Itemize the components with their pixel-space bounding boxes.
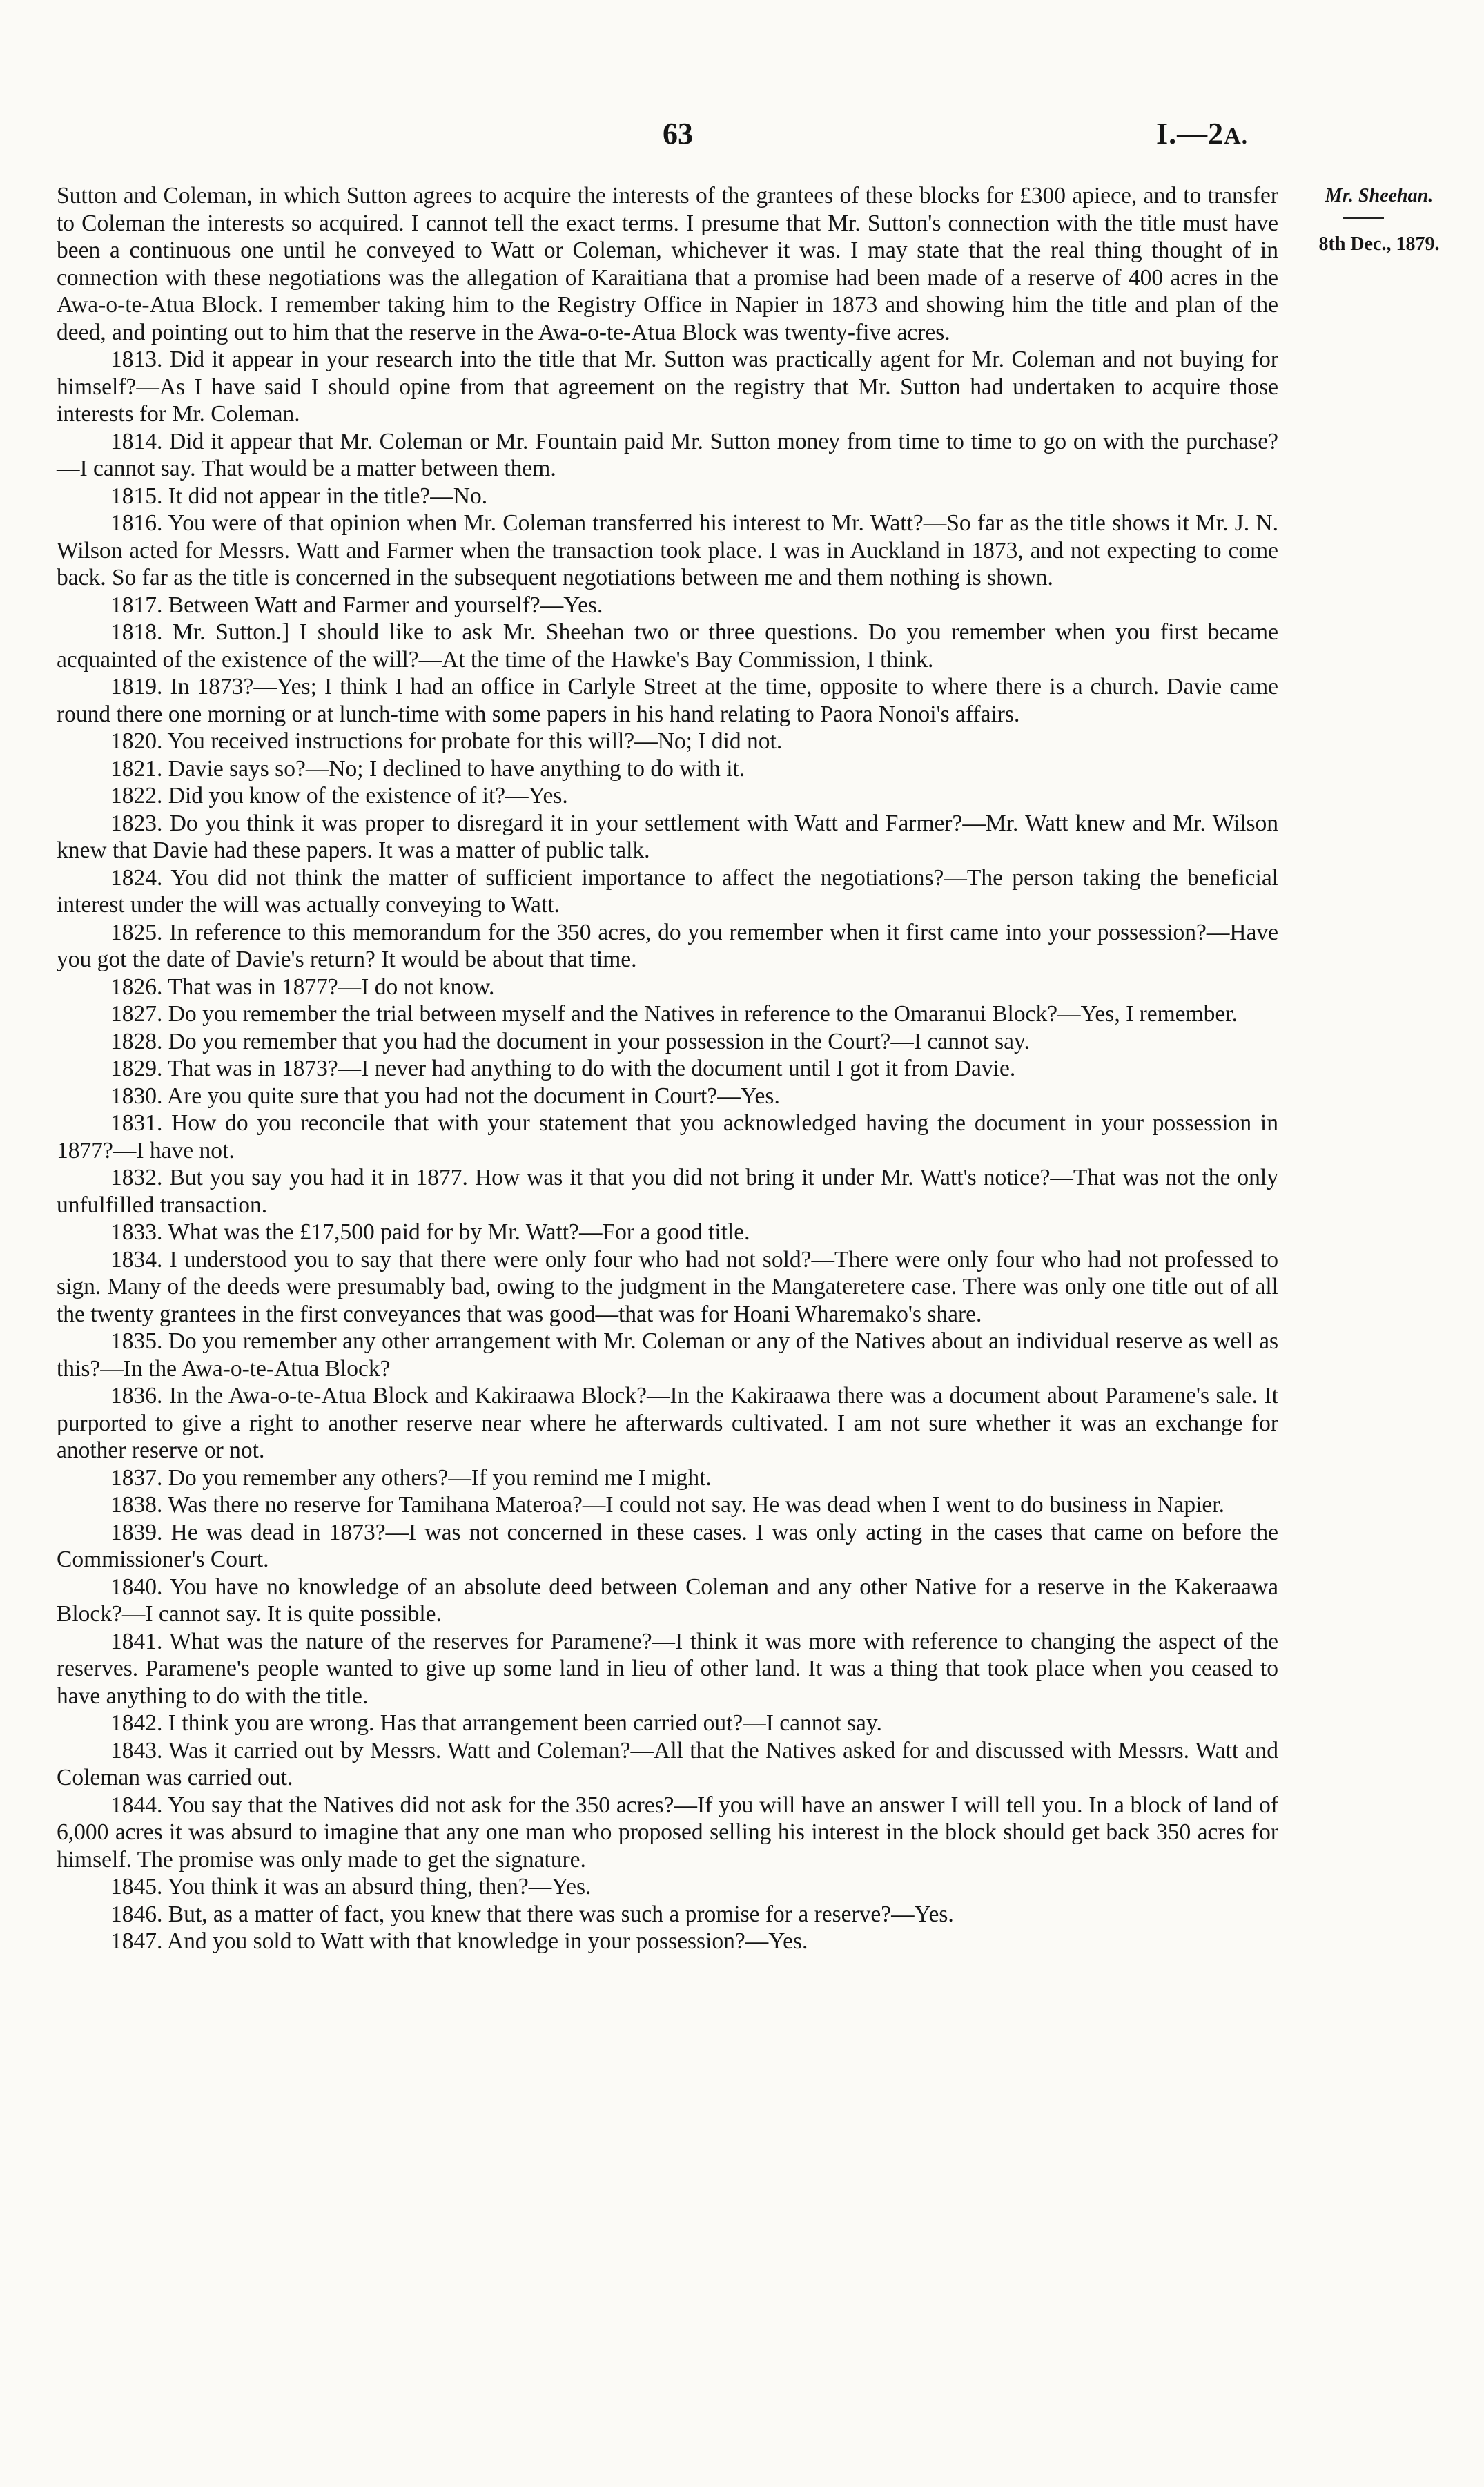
paragraph: 1818. Mr. Sutton.] I should like to ask Mr. Sheehan two or three questions. Do you remember when you first became acquainted of the existence of the will?—At the time of the Hawke's Bay Commission, I think.	[57, 619, 1278, 672]
paper-identifier-suffix: A.	[1224, 124, 1249, 149]
paragraph: 1825. In reference to this memorandum for the 350 acres, do you remember when it first came into your possession?—Have you got the date of Davie's return? It would be about that time.	[57, 919, 1278, 972]
margin-date: 8th Dec., 1879.	[1318, 233, 1440, 255]
paragraph: 1840. You have no knowledge of an absolute deed between Coleman and any other Native for a reserve in the Kakeraawa Block?—I cannot say. It is quite possible.	[57, 1574, 1278, 1627]
paragraph: 1839. He was dead in 1873?—I was not concerned in these cases. I was only acting in the cases that came on before the Commissioner's Court.	[57, 1519, 1278, 1572]
paragraph: 1827. Do you remember the trial between myself and the Natives in reference to the Omaranui Block?—Yes, I remember.	[110, 1001, 1238, 1027]
paragraph: Sutton and Coleman, in which Sutton agrees to acquire the interests of the grantees of these blocks for £300 apiece, and to transfer to Coleman the interests so acquired. I cannot tell the exact terms. I presume that Mr. Sutton's connection with the title must have been a continuous one until he conveyed to Watt or Coleman, whichever it was. I may state that the real thing thought of in connection with these negotiations was the allegation of Karaitiana that a promise had been made of a reserve of 400 acres in the Awa-o-te-Atua Block. I remember taking him to the Registry Office in Napier in 1873 and showing him the title and plan of the deed, and pointing out to him that the reserve in the Awa-o-te-Atua Block was twenty-five acres.	[57, 183, 1278, 345]
paragraph: 1821. Davie says so?—No; I declined to have anything to do with it.	[110, 755, 745, 782]
paragraph: 1815. It did not appear in the title?—No.	[110, 483, 488, 509]
paragraph: 1822. Did you know of the existence of it?—Yes.	[110, 783, 568, 809]
paragraph: 1817. Between Watt and Farmer and yourself?—Yes.	[110, 592, 603, 618]
paragraph: 1833. What was the £17,500 paid for by Mr. Watt?—For a good title.	[110, 1219, 750, 1245]
paragraph: 1824. You did not think the matter of sufficient importance to affect the negotiations?—The person taking the beneficial interest under the will was actually conveying to Watt.	[57, 864, 1278, 918]
paragraph: 1845. You think it was an absurd thing, then?—Yes.	[110, 1874, 592, 1899]
paragraph: 1847. And you sold to Watt with that knowledge in your possession?—Yes.	[110, 1928, 808, 1954]
paragraph: 1828. Do you remember that you had the document in your possession in the Court?—I cannot say.	[110, 1028, 1030, 1054]
body-text	[57, 182, 1278, 1955]
paragraph: 1826. That was in 1877?—I do not know.	[110, 974, 495, 1000]
margin-speaker-name: Mr. Sheehan.	[1325, 185, 1434, 206]
paragraph: 1829. That was in 1873?—I never had anything to do with the document until I got it from Davie.	[110, 1056, 1016, 1081]
page-number: 63	[663, 117, 693, 151]
paragraph: 1819. In 1873?—Yes; I think I had an office in Carlyle Street at the time, opposite to where there is a church. Davie came round there one morning or at lunch-time with some papers in his hand relating to Paora Nonoi's affairs.	[57, 674, 1278, 727]
margin-divider	[1343, 217, 1384, 219]
paragraph: 1844. You say that the Natives did not ask for the 350 acres?—If you will have an answer I will tell you. In a block of land of 6,000 acres it was absurd to imagine that any one man who proposed selling his interest in the block should get back 350 acres for himself. The promise was only made to get the signature.	[57, 1792, 1278, 1872]
paragraph: 1846. But, as a matter of fact, you knew that there was such a promise for a reserve?—Yes.	[110, 1901, 954, 1927]
paragraph: 1842. I think you are wrong. Has that arrangement been carried out?—I cannot say.	[110, 1710, 882, 1736]
paragraph: 1835. Do you remember any other arrangement with Mr. Coleman or any of the Natives about an individual reserve as well as this?—In the Awa-o-te-Atua Block?	[57, 1328, 1278, 1382]
paragraph: 1823. Do you think it was proper to disregard it in your settlement with Watt and Farmer?—Mr. Watt knew and Mr. Wilson knew that Davie had these papers. It was a matter of public talk.	[57, 810, 1278, 863]
paragraph: 1843. Was it carried out by Messrs. Watt and Coleman?—All that the Natives asked for and discussed with Messrs. Watt and Coleman was carried out.	[57, 1737, 1278, 1790]
paragraph: 1838. Was there no reserve for Tamihana Materoa?—I could not say. He was dead when I went to do business in Napier.	[110, 1492, 1224, 1518]
paper-identifier	[1156, 116, 1248, 151]
paragraph: 1814. Did it appear that Mr. Coleman or Mr. Fountain paid Mr. Sutton money from time to time to go on with the purchase?—I cannot say. That would be a matter between them.	[57, 428, 1278, 481]
paragraph: 1836. In the Awa-o-te-Atua Block and Kakiraawa Block?—In the Kakiraawa there was a document about Paramene's sale. It purported to give a right to another reserve near where he afterwards cultivated. I am not sure whether it was an exchange for another reserve or not.	[57, 1383, 1278, 1463]
paragraph: 1830. Are you quite sure that you had not the document in Court?—Yes.	[110, 1083, 780, 1109]
paragraph: 1837. Do you remember any others?—If you remind me I might.	[110, 1464, 712, 1491]
paragraph: 1832. But you say you had it in 1877. How was it that you did not bring it under Mr. Watt's notice?—That was not the only unfulfilled transaction.	[57, 1165, 1278, 1218]
paragraph: 1820. You received instructions for probate for this will?—No; I did not.	[110, 728, 783, 754]
paragraph: 1813. Did it appear in your research into the title that Mr. Sutton was practically agent for Mr. Coleman and not buying for himself?—As I have said I should opine from that agreement on the registry that Mr. Sutton had undertaken to acquire those interests for Mr. Coleman.	[57, 347, 1278, 427]
paragraph: 1841. What was the nature of the reserves for Paramene?—I think it was more with reference to changing the aspect of the reserves. Paramene's people wanted to give up some land in lieu of other land. It was a thing that took place when you ceased to have anything to do with the title.	[57, 1628, 1278, 1709]
paragraph: 1834. I understood you to say that there were only four who had not sold?—There were only four who had not professed to sign. Many of the deeds were presumably bad, owing to the judgment in the Mangateretere case. There was only one title out of all the twenty grantees in the first conveyances that was good—that was for Hoani Wharemako's share.	[57, 1246, 1278, 1327]
paragraph: 1831. How do you reconcile that with your statement that you acknowledged having the document in your possession in 1877?—I have not.	[57, 1110, 1278, 1163]
paper-identifier-main: I.—2	[1156, 117, 1224, 151]
paragraph: 1816. You were of that opinion when Mr. Coleman transferred his interest to Mr. Watt?—So far as the title shows it Mr. J. N. Wilson acted for Messrs. Watt and Farmer when the transaction took place. I was in Auckland in 1873, and not expecting to come back. So far as the title is concerned in the subsequent negotiations between me and them nothing is shown.	[57, 510, 1278, 590]
